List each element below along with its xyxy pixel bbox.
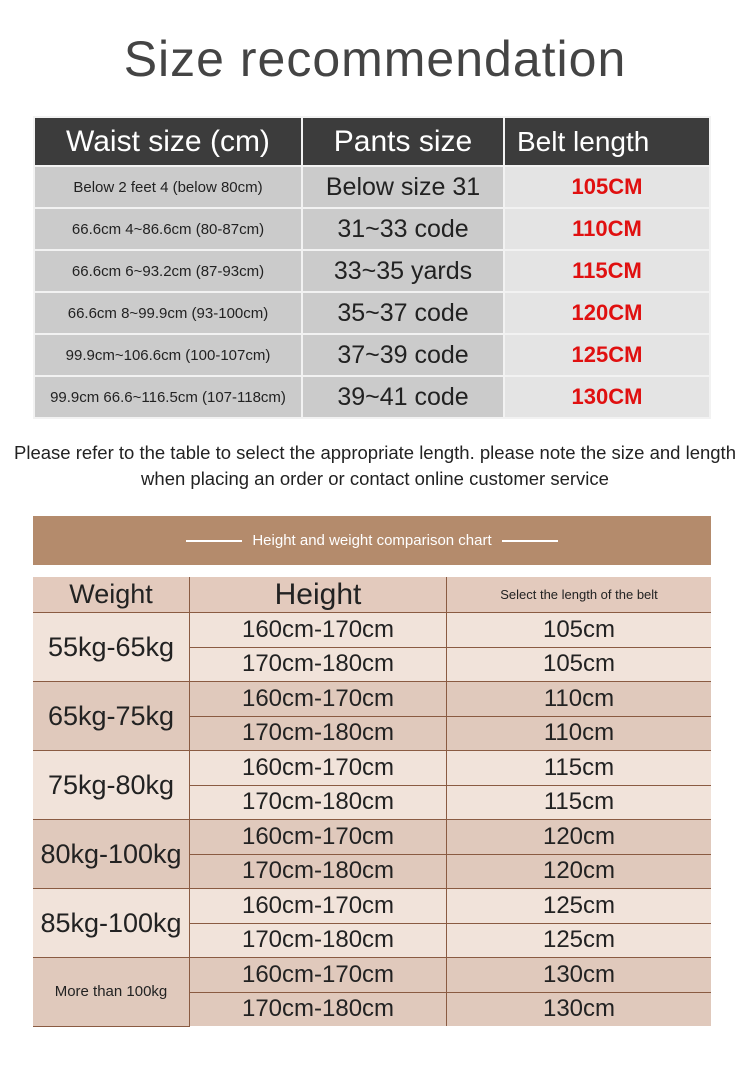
belt-length-cell: 105cm xyxy=(447,647,712,682)
height-cell: 170cm-180cm xyxy=(190,647,447,682)
belt-length-cell: 105cm xyxy=(447,613,712,648)
belt-length-cell: 115CM xyxy=(504,250,710,292)
waist-size-cell: Below 2 feet 4 (below 80cm) xyxy=(34,166,302,208)
header-belt-length: Select the length of the belt xyxy=(447,577,712,613)
belt-length-cell: 130CM xyxy=(504,376,710,418)
weight-cell: 55kg-65kg xyxy=(33,613,190,682)
height-cell: 160cm-170cm xyxy=(190,613,447,648)
pants-size-cell: Below size 31 xyxy=(302,166,504,208)
belt-length-cell: 120cm xyxy=(447,854,712,889)
waist-size-cell: 66.6cm 4~86.6cm (80-87cm) xyxy=(34,208,302,250)
weight-cell: 80kg-100kg xyxy=(33,820,190,889)
table-row xyxy=(33,820,711,855)
table-row xyxy=(34,250,710,292)
header-weight: Weight xyxy=(33,577,190,613)
header-height: Height xyxy=(190,577,447,613)
table-row xyxy=(33,613,711,648)
height-cell: 170cm-180cm xyxy=(190,785,447,820)
height-cell: 160cm-170cm xyxy=(190,820,447,855)
table-row xyxy=(34,334,710,376)
waist-size-cell: 99.9cm 66.6~116.5cm (107-118cm) xyxy=(34,376,302,418)
weight-cell: More than 100kg xyxy=(33,958,190,1027)
table-row xyxy=(33,889,711,924)
weight-table-header xyxy=(33,577,711,613)
pants-size-cell: 39~41 code xyxy=(302,376,504,418)
belt-length-cell: 110CM xyxy=(504,208,710,250)
header-belt: Belt length xyxy=(504,117,710,166)
belt-length-cell: 120CM xyxy=(504,292,710,334)
belt-length-cell: 125cm xyxy=(447,923,712,958)
comparison-chart-banner xyxy=(33,516,711,565)
weight-cell: 75kg-80kg xyxy=(33,751,190,820)
height-cell: 160cm-170cm xyxy=(190,682,447,717)
instruction-note: Please refer to the table to select the appropriate length. please note the size and length when placing an order or contact online customer service xyxy=(14,442,736,489)
weight-height-table xyxy=(33,577,711,1027)
table-row xyxy=(34,166,710,208)
table-row xyxy=(34,208,710,250)
belt-length-cell: 130cm xyxy=(447,958,712,993)
size-table-header xyxy=(34,117,710,166)
height-cell: 160cm-170cm xyxy=(190,751,447,786)
weight-cell: 65kg-75kg xyxy=(33,682,190,751)
table-row xyxy=(34,292,710,334)
belt-length-cell: 110cm xyxy=(447,716,712,751)
size-table xyxy=(33,116,711,419)
height-cell: 170cm-180cm xyxy=(190,854,447,889)
belt-length-cell: 115cm xyxy=(447,785,712,820)
weight-cell: 85kg-100kg xyxy=(33,889,190,958)
pants-size-cell: 31~33 code xyxy=(302,208,504,250)
belt-length-cell: 120cm xyxy=(447,820,712,855)
height-cell: 160cm-170cm xyxy=(190,958,447,993)
belt-length-cell: 115cm xyxy=(447,751,712,786)
divider-line xyxy=(186,540,242,542)
divider-line xyxy=(502,540,558,542)
page-title: Size recommendation xyxy=(123,31,627,87)
waist-size-cell: 66.6cm 8~99.9cm (93-100cm) xyxy=(34,292,302,334)
belt-length-cell: 105CM xyxy=(504,166,710,208)
banner-title: Height and weight comparison chart xyxy=(252,532,492,549)
pants-size-cell: 35~37 code xyxy=(302,292,504,334)
belt-length-cell: 125CM xyxy=(504,334,710,376)
belt-length-cell: 110cm xyxy=(447,682,712,717)
table-row xyxy=(34,376,710,418)
table-row xyxy=(33,958,711,993)
table-row xyxy=(33,751,711,786)
height-cell: 170cm-180cm xyxy=(190,992,447,1026)
pants-size-cell: 33~35 yards xyxy=(302,250,504,292)
header-pants: Pants size xyxy=(302,117,504,166)
table-row xyxy=(33,682,711,717)
waist-size-cell: 99.9cm~106.6cm (100-107cm) xyxy=(34,334,302,376)
belt-length-cell: 125cm xyxy=(447,889,712,924)
height-cell: 170cm-180cm xyxy=(190,923,447,958)
waist-size-cell: 66.6cm 6~93.2cm (87-93cm) xyxy=(34,250,302,292)
belt-length-cell: 130cm xyxy=(447,992,712,1026)
height-cell: 160cm-170cm xyxy=(190,889,447,924)
pants-size-cell: 37~39 code xyxy=(302,334,504,376)
header-waist: Waist size (cm) xyxy=(34,117,302,166)
height-cell: 170cm-180cm xyxy=(190,716,447,751)
